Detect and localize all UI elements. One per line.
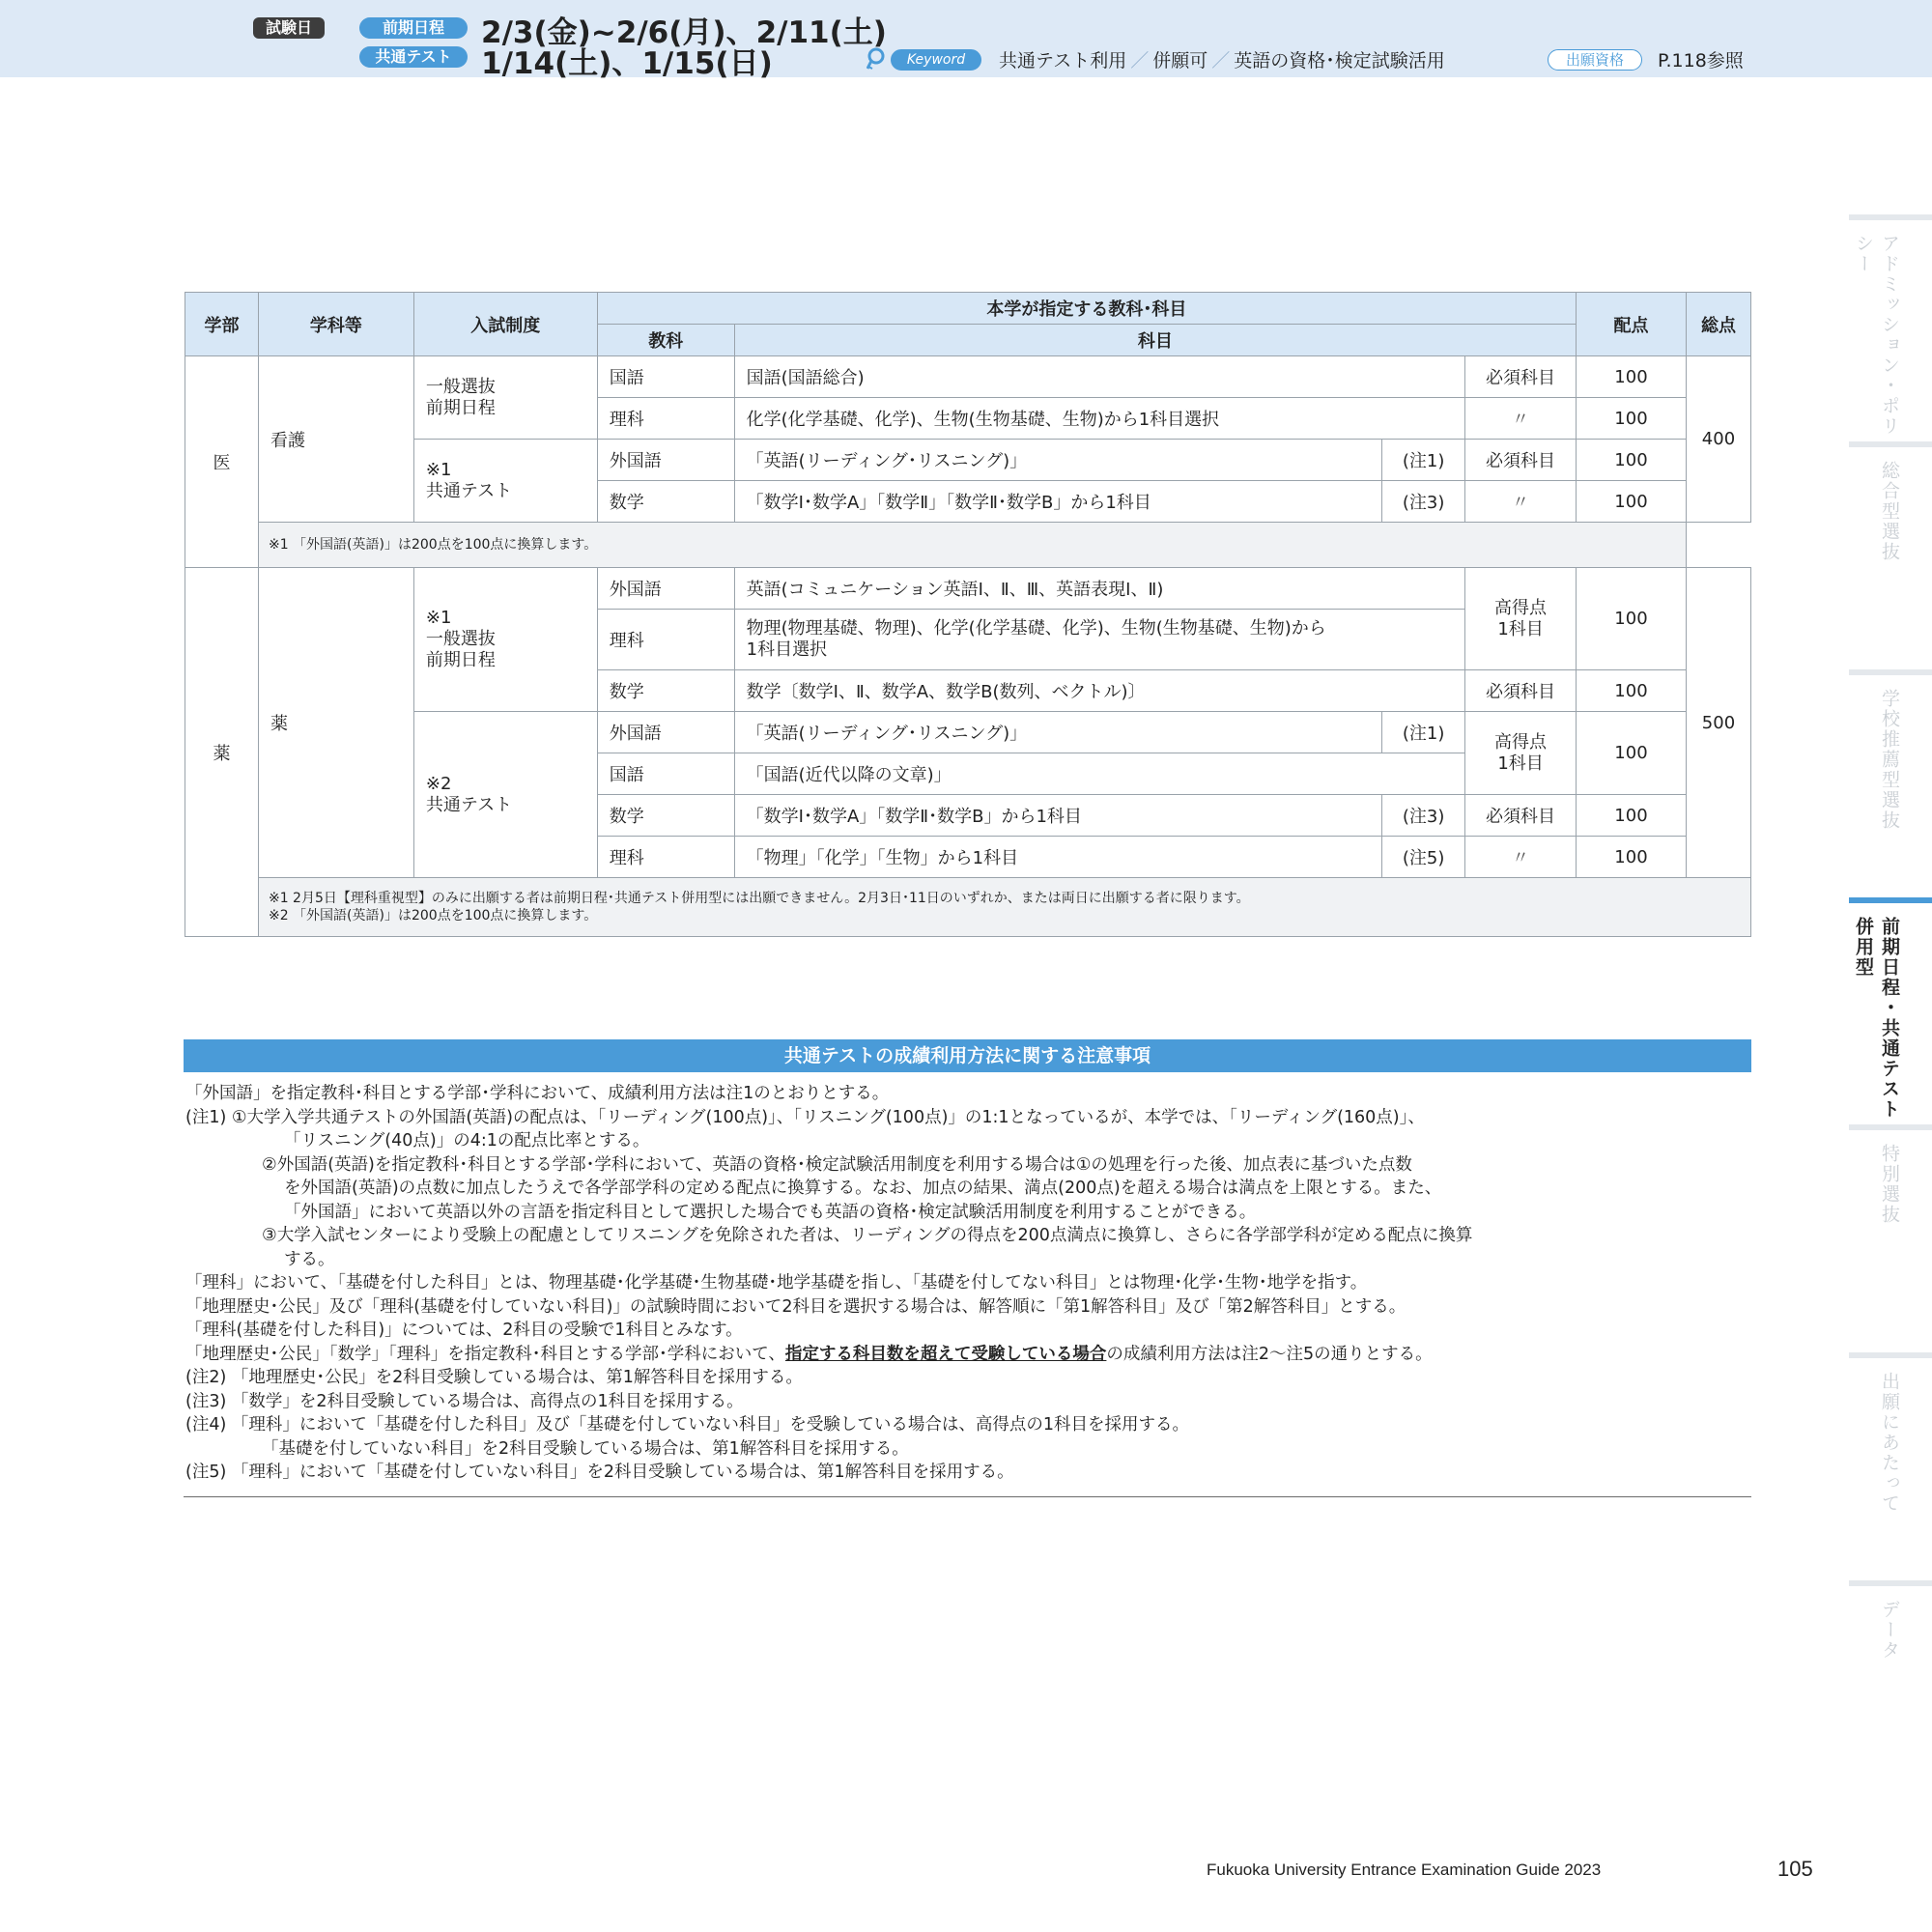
side-tab-admission-policy[interactable]: [1849, 214, 1932, 441]
header-kyoka: 教科: [597, 325, 734, 356]
department-nursing: 看護: [258, 356, 413, 523]
slash-divider: ／: [1211, 50, 1231, 71]
side-tab-label: 総合型選抜: [1879, 461, 1900, 562]
notes-body: [185, 1082, 1750, 1485]
note-line: ③大学入試センターにより受験上の配慮としてリスニングを免除された者は、リーディングの得点を200点満点に換算し、さらに各学部学科が定める配点に換算: [262, 1226, 1473, 1245]
note-line: する。: [284, 1249, 335, 1269]
table-row: [185, 440, 1751, 481]
header-haiten: 配点: [1577, 293, 1687, 356]
department-pharmacy: 薬: [258, 568, 413, 878]
table-row: [185, 568, 1751, 610]
side-tab-zenki-active[interactable]: [1849, 897, 1932, 1124]
note-ref-cell: (注5): [1382, 837, 1465, 878]
requirement-cell: 必須科目: [1465, 670, 1577, 712]
note-line: 「リスニング(40点)」の4:1の配点比率とする。: [284, 1131, 650, 1151]
footer-guide-title: Fukuoka University Entrance Examination Guide 2023: [1207, 1861, 1602, 1879]
note-line: 「理科」において、「基礎を付した科目」とは、物理基礎･化学基礎･生物基礎･地学基礎を指し、「基礎を付してない科目」とは物理･化学･生物･地学を指す。: [185, 1273, 1368, 1293]
total-points: 500: [1686, 568, 1750, 878]
side-tab-label: 前期日程・共通テスト併用型: [1853, 917, 1900, 1120]
note-ref-cell: (注1): [1382, 440, 1465, 481]
requirement-cell: 〃: [1465, 481, 1577, 523]
total-points: 400: [1686, 356, 1750, 523]
kyoka-cell: 理科: [597, 398, 734, 440]
kamoku-cell: 物理(物理基礎、物理)、化学(化学基礎、化学)、生物(生物基礎、生物)から 1科目選択: [734, 610, 1464, 670]
points-cell: 100: [1577, 670, 1687, 712]
note-ref-cell: (注3): [1382, 795, 1465, 837]
keyword-list: [999, 46, 1445, 72]
kamoku-cell: 「数学Ⅰ･数学A」「数学Ⅱ」「数学Ⅱ･数学B」から1科目: [734, 481, 1381, 523]
divider: [184, 1496, 1751, 1497]
system-name: 一般選抜 前期日程: [413, 356, 597, 440]
side-tab-label: 学校推薦型選抜: [1879, 689, 1900, 831]
header-department: 学科等: [258, 293, 413, 356]
kamoku-cell: 国語(国語総合): [734, 356, 1464, 398]
note-line: (注4) 「理科」において「基礎を付した科目」及び「基礎を付していない科目」を受験している場合は、高得点の1科目を採用する。: [185, 1415, 1189, 1435]
subjects-table: [185, 292, 1751, 937]
kyoka-cell: 数学: [597, 481, 734, 523]
kyotsu-dates: 1/14(土)、1/15(日): [481, 46, 773, 81]
faculty-pharmacy: 薬: [185, 568, 259, 937]
shutsugan-label: 出願資格: [1548, 49, 1642, 71]
keyword-label: Keyword: [891, 49, 981, 71]
zenki-label: 前期日程: [359, 17, 468, 39]
kamoku-cell: 「数学Ⅰ･数学A」「数学Ⅱ･数学B」から1科目: [734, 795, 1381, 837]
note-line: 「外国語」を指定教科･科目とする学部･学科において、成績利用方法は注1のとおりとする。: [185, 1084, 890, 1103]
kamoku-cell: 化学(化学基礎、化学)、生物(生物基礎、生物)から1科目選択: [734, 398, 1464, 440]
pharmacy-footnotes: [258, 878, 1750, 937]
side-tab-label: 特別選抜: [1879, 1144, 1900, 1225]
points-cell: 100: [1577, 712, 1687, 795]
side-tab-label: 出願にあたって: [1879, 1372, 1900, 1514]
side-tab-data[interactable]: [1849, 1580, 1932, 1807]
points-cell: 100: [1577, 568, 1687, 670]
kyoka-cell: 数学: [597, 670, 734, 712]
header-kamoku: 科目: [734, 325, 1576, 356]
underlined-emphasis: 指定する科目数を超えて受験している場合: [784, 1344, 1107, 1364]
kamoku-cell: 数学〔数学Ⅰ、Ⅱ、数学A、数学B(数列、ベクトル)〕: [734, 670, 1464, 712]
kamoku-cell: 「英語(リーディング･リスニング)」: [734, 440, 1381, 481]
kyoka-cell: 外国語: [597, 568, 734, 610]
requirement-cell: 必須科目: [1465, 440, 1577, 481]
note-line: 「外国語」において英語以外の言語を指定科目として選択した場合でも英語の資格･検定試験活用制度を利用することができる。: [284, 1202, 1257, 1222]
kamoku-cell: 「英語(リーディング･リスニング)」: [734, 712, 1381, 753]
points-cell: 100: [1577, 481, 1687, 523]
kamoku-cell: 英語(コミュニケーション英語Ⅰ、Ⅱ、Ⅲ、英語表現Ⅰ、Ⅱ): [734, 568, 1464, 610]
kamoku-cell: 「物理」「化学」「生物」から1科目: [734, 837, 1381, 878]
note-ref-cell: (注3): [1382, 481, 1465, 523]
kamoku-cell: 「国語(近代以降の文章)」: [734, 753, 1464, 795]
page-number: 105: [1777, 1857, 1813, 1881]
side-tab-suisen[interactable]: [1849, 669, 1932, 897]
note-line: 「理科(基礎を付した科目)」については、2科目の受験で1科目とみなす。: [185, 1321, 743, 1340]
requirement-group-cell: 高得点 1科目: [1465, 568, 1577, 670]
points-cell: 100: [1577, 440, 1687, 481]
note-line: 「地理歴史･公民」「数学」「理科」を指定教科･科目とする学部･学科において、指定する科目数を超えて受験している場合の成績利用方法は注2～注5の通りとする。: [185, 1344, 1433, 1364]
exam-date-label: 試験日: [253, 17, 325, 39]
pharmacy-footnote-2: ※2 「外国語(英語)」は200点を100点に換算します。: [268, 908, 598, 923]
kyotsu-label: 共通テスト: [359, 46, 468, 68]
note-line: (注2) 「地理歴史･公民」を2科目受験している場合は、第1解答科目を採用する。: [185, 1368, 803, 1387]
keyword-item: 英語の資格･検定試験活用: [1234, 50, 1445, 71]
side-tab-sogo[interactable]: [1849, 441, 1932, 669]
header-designated: 本学が指定する教科･科目: [597, 293, 1576, 325]
kyoka-cell: 外国語: [597, 440, 734, 481]
system-name: ※1 一般選抜 前期日程: [413, 568, 597, 712]
table-row: [185, 712, 1751, 753]
note-line: を外国語(英語)の点数に加点したうえで各学部学科の定める配点に換算する。なお、加点の結果、満点(200点)を超える場合は満点を上限とする。また、: [284, 1179, 1442, 1198]
kyoka-cell: 理科: [597, 837, 734, 878]
points-cell: 100: [1577, 837, 1687, 878]
requirement-cell: 必須科目: [1465, 795, 1577, 837]
notes-title: 共通テストの成績利用方法に関する注意事項: [184, 1039, 1751, 1072]
points-cell: 100: [1577, 356, 1687, 398]
keyword-item: 共通テスト利用: [999, 50, 1127, 71]
side-tab-tokubetsu[interactable]: [1849, 1124, 1932, 1352]
header-soten: 総点: [1686, 293, 1750, 356]
slash-divider: ／: [1130, 50, 1150, 71]
system-name: ※2 共通テスト: [413, 712, 597, 878]
header-band: [0, 0, 1932, 81]
note-line: ②外国語(英語)を指定教科･科目とする学部･学科において、英語の資格･検定試験活用制度を利用する場合は①の処理を行った後、加点表に基づいた点数: [262, 1154, 1412, 1175]
kyoka-cell: 理科: [597, 610, 734, 670]
keyword-item: 併願可: [1152, 50, 1208, 71]
header-faculty: 学部: [185, 293, 259, 356]
points-cell: 100: [1577, 795, 1687, 837]
header-system: 入試制度: [413, 293, 597, 356]
side-tab-shutsugan[interactable]: [1849, 1352, 1932, 1580]
shutsugan-ref: P.118参照: [1658, 50, 1744, 71]
points-cell: 100: [1577, 398, 1687, 440]
note-line: 「地理歴史･公民」及び「理科(基礎を付していない科目)」の試験時間において2科目を選択する場合は、解答順に「第1解答科目」及び「第2解答科目」とする。: [185, 1296, 1406, 1317]
kyoka-cell: 数学: [597, 795, 734, 837]
system-name: ※1 共通テスト: [413, 440, 597, 523]
note-line: (注1) ①大学入学共通テストの外国語(英語)の配点は、「リーディング(100点)」、「リスニング(100点)」の1:1となっているが、本学では、「リーディング(160点)」、: [185, 1107, 1425, 1127]
table-row: [185, 356, 1751, 398]
kyoka-cell: 国語: [597, 356, 734, 398]
pharmacy-footnote-1: ※1 2月5日【理科重視型】のみに出願する者は前期日程･共通テスト併用型には出願できません。2月3日･11日のいずれか、または両日に出願する者に限ります。: [268, 891, 1250, 906]
note-line: (注3) 「数学」を2科目受験している場合は、高得点の1科目を採用する。: [185, 1391, 744, 1411]
side-tab-label: データ: [1879, 1600, 1900, 1661]
medicine-footnote: ※1 「外国語(英語)」は200点を100点に換算します。: [258, 523, 1686, 568]
requirement-group-cell: 高得点 1科目: [1465, 712, 1577, 795]
zenki-dates: 2/3(金)~2/6(月)、2/11(土): [481, 15, 887, 50]
requirement-cell: 〃: [1465, 837, 1577, 878]
kyoka-cell: 国語: [597, 753, 734, 795]
note-ref-cell: (注1): [1382, 712, 1465, 753]
requirement-cell: 〃: [1465, 398, 1577, 440]
kyoka-cell: 外国語: [597, 712, 734, 753]
side-tab-label: アドミッション・ポリシー: [1853, 234, 1900, 437]
note-line: 「基礎を付していない科目」を2科目受験している場合は、第1解答科目を採用する。: [262, 1438, 909, 1459]
requirement-cell: 必須科目: [1465, 356, 1577, 398]
note-line: (注5) 「理科」において「基礎を付していない科目」を2科目受験している場合は、第1解答科目を採用する。: [185, 1463, 1014, 1482]
faculty-medicine: 医: [185, 356, 259, 568]
